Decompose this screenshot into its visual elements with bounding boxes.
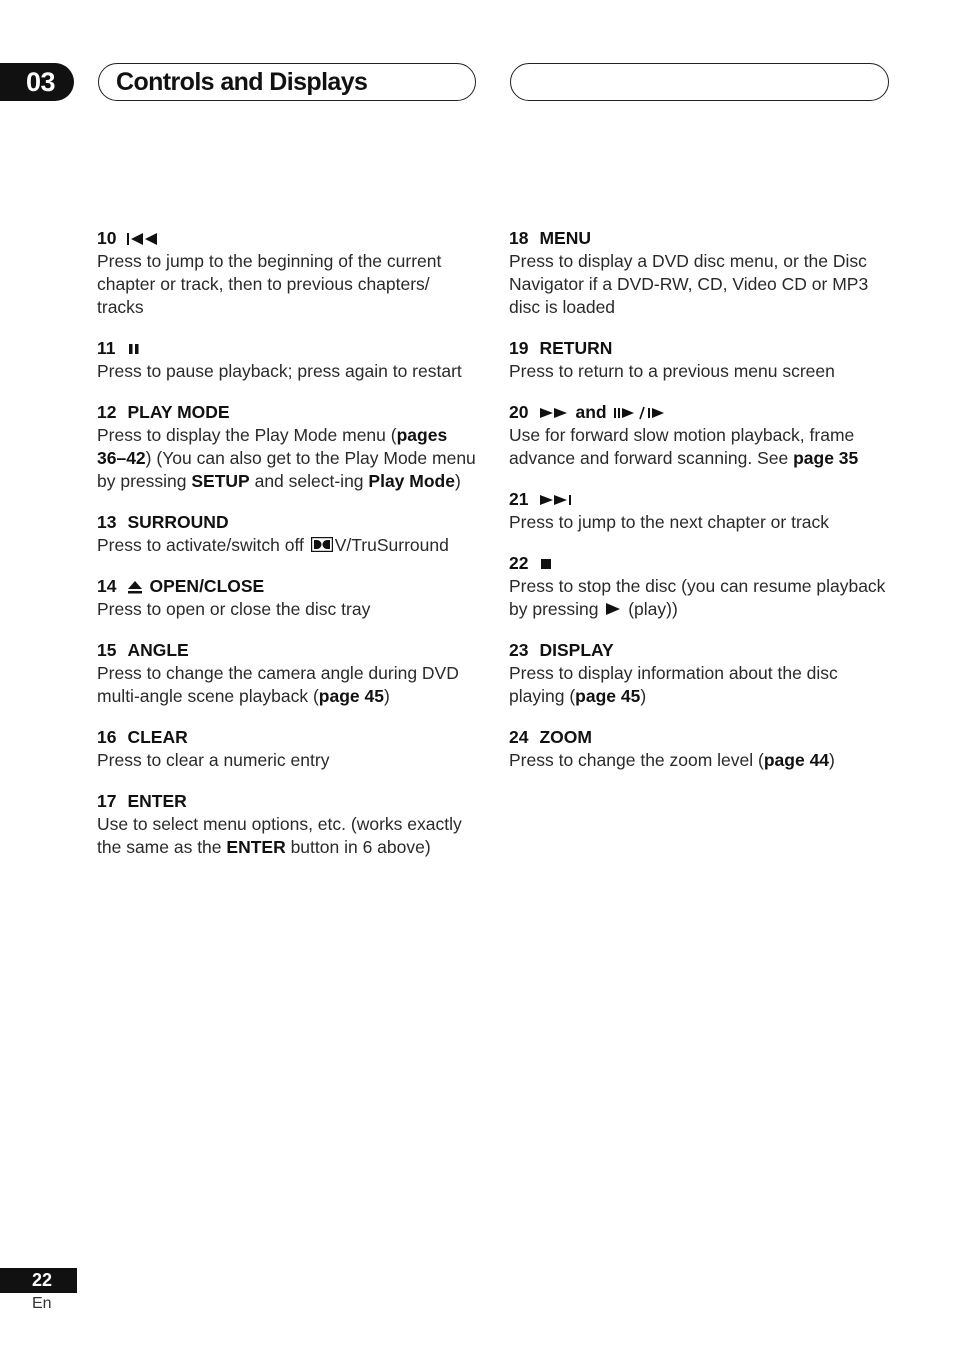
- entry-number: 19: [509, 338, 529, 358]
- entry-label: ANGLE: [127, 640, 189, 660]
- right-column: [509, 227, 893, 790]
- entry-label: CLEAR: [127, 727, 188, 747]
- entry-description: [509, 424, 893, 470]
- entry-label: DISPLAY: [539, 640, 614, 660]
- entry-number: 13: [97, 512, 117, 532]
- entry-description: [509, 662, 893, 708]
- entry-number: 17: [97, 791, 117, 811]
- entry-description: [97, 598, 481, 621]
- section-title: Controls and Displays: [116, 68, 368, 96]
- bold-reference: SETUP: [191, 471, 250, 491]
- entry-10: [97, 227, 481, 319]
- play-icon: [605, 602, 621, 616]
- entry-heading: [97, 401, 481, 424]
- description-text: Press to jump to the next chapter or track: [509, 512, 830, 532]
- entry-11: [97, 337, 481, 383]
- bold-reference: page 44: [763, 750, 830, 770]
- entry-heading: [97, 726, 481, 749]
- entry-label: SURROUND: [127, 512, 229, 532]
- entry-heading: [97, 511, 481, 534]
- entry-20: [509, 401, 893, 470]
- description-text: Use to select menu options, etc. (works exactly the same as the: [97, 814, 462, 857]
- page-number: 22: [32, 1270, 53, 1290]
- entry-description: [509, 360, 893, 383]
- bold-reference: Play Mode: [368, 471, 455, 491]
- entry-number: 14: [97, 576, 117, 596]
- description-text: Press to open or close the disc tray: [97, 599, 371, 619]
- description-text: button in 6 above): [285, 837, 431, 857]
- dolby-double-d-icon: [311, 538, 333, 552]
- entry-heading: [97, 639, 481, 662]
- entry-13: [97, 511, 481, 557]
- description-text: Press to stop the disc (you can resume playback by pressing: [509, 576, 886, 619]
- entry-18: [509, 227, 893, 319]
- page-language: En: [32, 1295, 52, 1312]
- entry-description: [97, 424, 481, 493]
- entry-number: 20: [509, 402, 529, 422]
- entry-number: 10: [97, 228, 117, 248]
- entry-number: 21: [509, 489, 529, 509]
- eject-icon: [127, 580, 143, 594]
- slow-forward-step-icon: [613, 406, 667, 420]
- left-column: [97, 227, 481, 877]
- entry-heading: [97, 575, 481, 598]
- entry-heading: [509, 726, 893, 749]
- entry-24: [509, 726, 893, 772]
- entry-number: 22: [509, 553, 529, 573]
- description-text: Press to display a DVD disc menu, or the Disc Navigator if a DVD-RW, CD, Video CD or MP3 disc is loaded: [509, 251, 869, 317]
- description-text: Press to jump to the beginning of the current chapter or track, then to previous chapters/ tracks: [97, 251, 442, 317]
- bold-reference: page 35: [793, 448, 859, 468]
- chapter-number-tab: [0, 63, 74, 101]
- entry-heading: [97, 337, 481, 360]
- header-right-box: [510, 63, 889, 101]
- next-track-icon: [539, 493, 573, 507]
- entry-label: and: [575, 402, 607, 422]
- entry-number: 11: [97, 338, 116, 358]
- entry-15: [97, 639, 481, 708]
- description-text: Use for forward slow motion playback, frame advance and forward scanning. See: [509, 425, 855, 468]
- entry-label: RETURN: [539, 338, 613, 358]
- entry-label: OPEN/CLOSE: [149, 576, 265, 596]
- entry-22: [509, 552, 893, 621]
- entry-description: [509, 749, 893, 772]
- description-text: Press to clear a numeric entry: [97, 750, 330, 770]
- chapter-number: 03: [26, 67, 56, 97]
- bold-reference: page 45: [318, 686, 384, 706]
- entry-21: [509, 488, 893, 534]
- description-text: ): [383, 686, 390, 706]
- entry-heading: [97, 227, 481, 250]
- description-text: Press to return to a previous menu screen: [509, 361, 835, 381]
- description-text: and select-ing: [249, 471, 369, 491]
- description-text: ): [454, 471, 461, 491]
- entry-label: MENU: [539, 228, 591, 248]
- entry-number: 23: [509, 640, 529, 660]
- entry-description: [509, 575, 893, 621]
- bold-reference: page 45: [575, 686, 641, 706]
- entry-heading: [509, 639, 893, 662]
- entry-description: [97, 360, 481, 383]
- entry-16: [97, 726, 481, 772]
- entry-heading: [97, 790, 481, 813]
- entry-label: ZOOM: [539, 727, 592, 747]
- description-text: Press to display the Play Mode menu (: [97, 425, 397, 445]
- entry-description: [97, 662, 481, 708]
- previous-track-icon: [127, 232, 161, 246]
- entry-description: [97, 250, 481, 319]
- entry-12: [97, 401, 481, 493]
- entry-description: [97, 813, 481, 859]
- entry-description: [509, 250, 893, 319]
- entry-heading: [509, 227, 893, 250]
- entry-heading: [509, 488, 893, 511]
- description-text: ) (You can also get to the Play Mode menu by pressing: [97, 448, 476, 491]
- description-text: Press to pause playback; press again to restart: [97, 361, 462, 381]
- bold-reference: pages 36–42: [97, 425, 448, 468]
- entry-17: [97, 790, 481, 859]
- section-title-box: [98, 63, 476, 101]
- entry-description: [97, 749, 481, 772]
- entry-number: 24: [509, 727, 529, 747]
- entry-19: [509, 337, 893, 383]
- entry-23: [509, 639, 893, 708]
- entry-label: ENTER: [127, 791, 187, 811]
- description-text: (play)): [623, 599, 678, 619]
- entry-label: PLAY MODE: [127, 402, 230, 422]
- pause-icon: [127, 342, 141, 356]
- entry-heading: [509, 337, 893, 360]
- entry-heading: [509, 401, 893, 424]
- entry-number: 16: [97, 727, 117, 747]
- bold-reference: ENTER: [226, 837, 286, 857]
- description-text: ): [640, 686, 647, 706]
- entry-14: [97, 575, 481, 621]
- entry-number: 15: [97, 640, 117, 660]
- description-text: Press to display information about the disc playing (: [509, 663, 838, 706]
- entry-description: [97, 534, 481, 557]
- description-text: ): [829, 750, 835, 770]
- entry-number: 18: [509, 228, 529, 248]
- description-text: Press to change the camera angle during DVD multi-angle scene playback (: [97, 663, 459, 706]
- description-text: Press to change the zoom level (: [509, 750, 764, 770]
- description-text: V/TruSurround: [334, 535, 449, 555]
- fast-forward-icon: [539, 406, 569, 420]
- description-text: Press to activate/switch off: [97, 535, 309, 555]
- entry-heading: [509, 552, 893, 575]
- entry-description: [509, 511, 893, 534]
- page-number-tab: [0, 1268, 77, 1293]
- stop-icon: [539, 557, 553, 571]
- entry-number: 12: [97, 402, 117, 422]
